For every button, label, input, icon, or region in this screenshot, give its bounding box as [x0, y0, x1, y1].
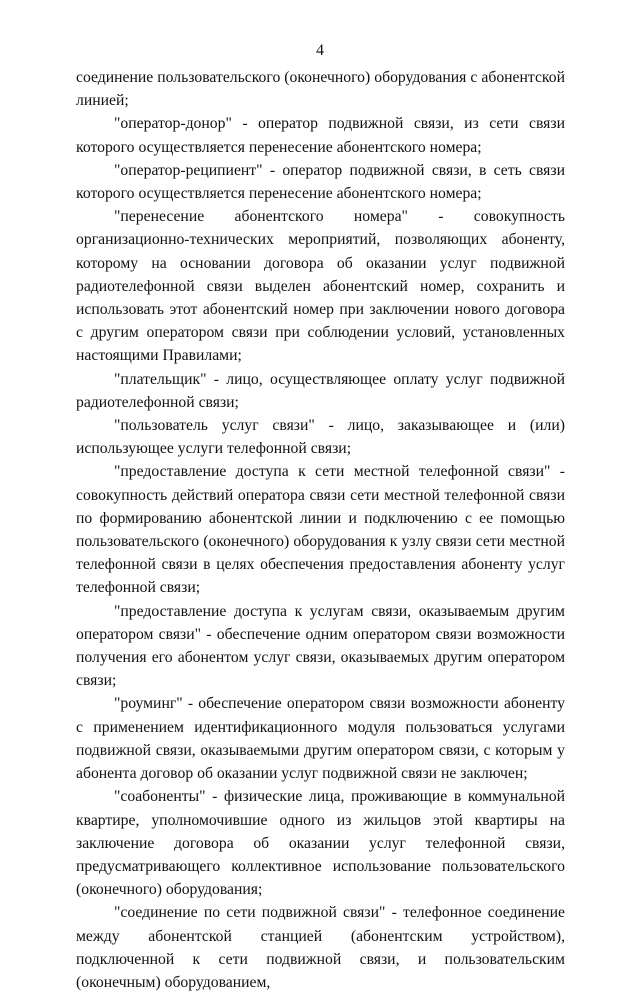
page-number: 4 — [316, 42, 324, 59]
paragraph: "соабоненты" - физические лица, проживающие в коммунальной квартире, уполномочившие одного из жильцов этой квартиры на заключение договора об оказании услуг телефонной связи, предусматривающего коллективное использование пользовательского (оконечного) оборудования; — [76, 788, 565, 899]
paragraph: "предоставление доступа к услугам связи, оказываемым другим оператором связи" - обеспечение одним оператором связи возможности получения его абонентом услуг связи, оказываемых другим оператором связи; — [76, 602, 565, 690]
paragraph: "предоставление доступа к сети местной телефонной связи" - совокупность действий оператора связи сети местной телефонной связи по формированию абонентской линии и подключению с ее помощью пользовательского (оконечного) оборудования к узлу связи сети местной телефонной связи в целях обеспечения предоставления абоненту услуг телефонной связи; — [76, 463, 565, 597]
paragraph: "пользователь услуг связи" - лицо, заказывающее и (или) использующее услуги телефонной связи; — [76, 417, 565, 458]
paragraph: "роуминг" - обеспечение оператором связи возможности абоненту с применением идентификационного модуля пользоваться услугами подвижной связи, оказываемыми другим оператором связи, с которым у абонента договор об оказании услуг подвижной связи не заключен; — [76, 695, 565, 783]
paragraph: соединение пользовательского (оконечного) оборудования с абонентской линией; — [76, 69, 565, 110]
paragraph: "оператор-донор" - оператор подвижной связи, из сети связи которого осуществляется перенесение абонентского номера; — [76, 115, 565, 156]
paragraph: "перенесение абонентского номера" - совокупность организационно-технических мероприятий, позволяющих абоненту, которому на основании договора об оказании услуг подвижной радиотелефонной связи выделен абонентский номер, сохранить и использовать этот абонентский номер при заключении нового договора с другим оператором связи при соблюдении условий, установленных настоящими Правилами; — [76, 208, 565, 365]
paragraph: "плательщик" - лицо, осуществляющее оплату услуг подвижной радиотелефонной связи; — [76, 370, 565, 411]
document-body — [76, 66, 565, 994]
paragraph: "оператор-реципиент" - оператор подвижной связи, в сеть связи которого осуществляется перенесение абонентского номера; — [76, 161, 565, 203]
paragraph: "соединение по сети подвижной связи" - телефонное соединение между абонентской станцией (абонентским устройством), подключенной к сети подвижной связи, и пользовательским (оконечным) оборудованием, — [76, 904, 565, 991]
